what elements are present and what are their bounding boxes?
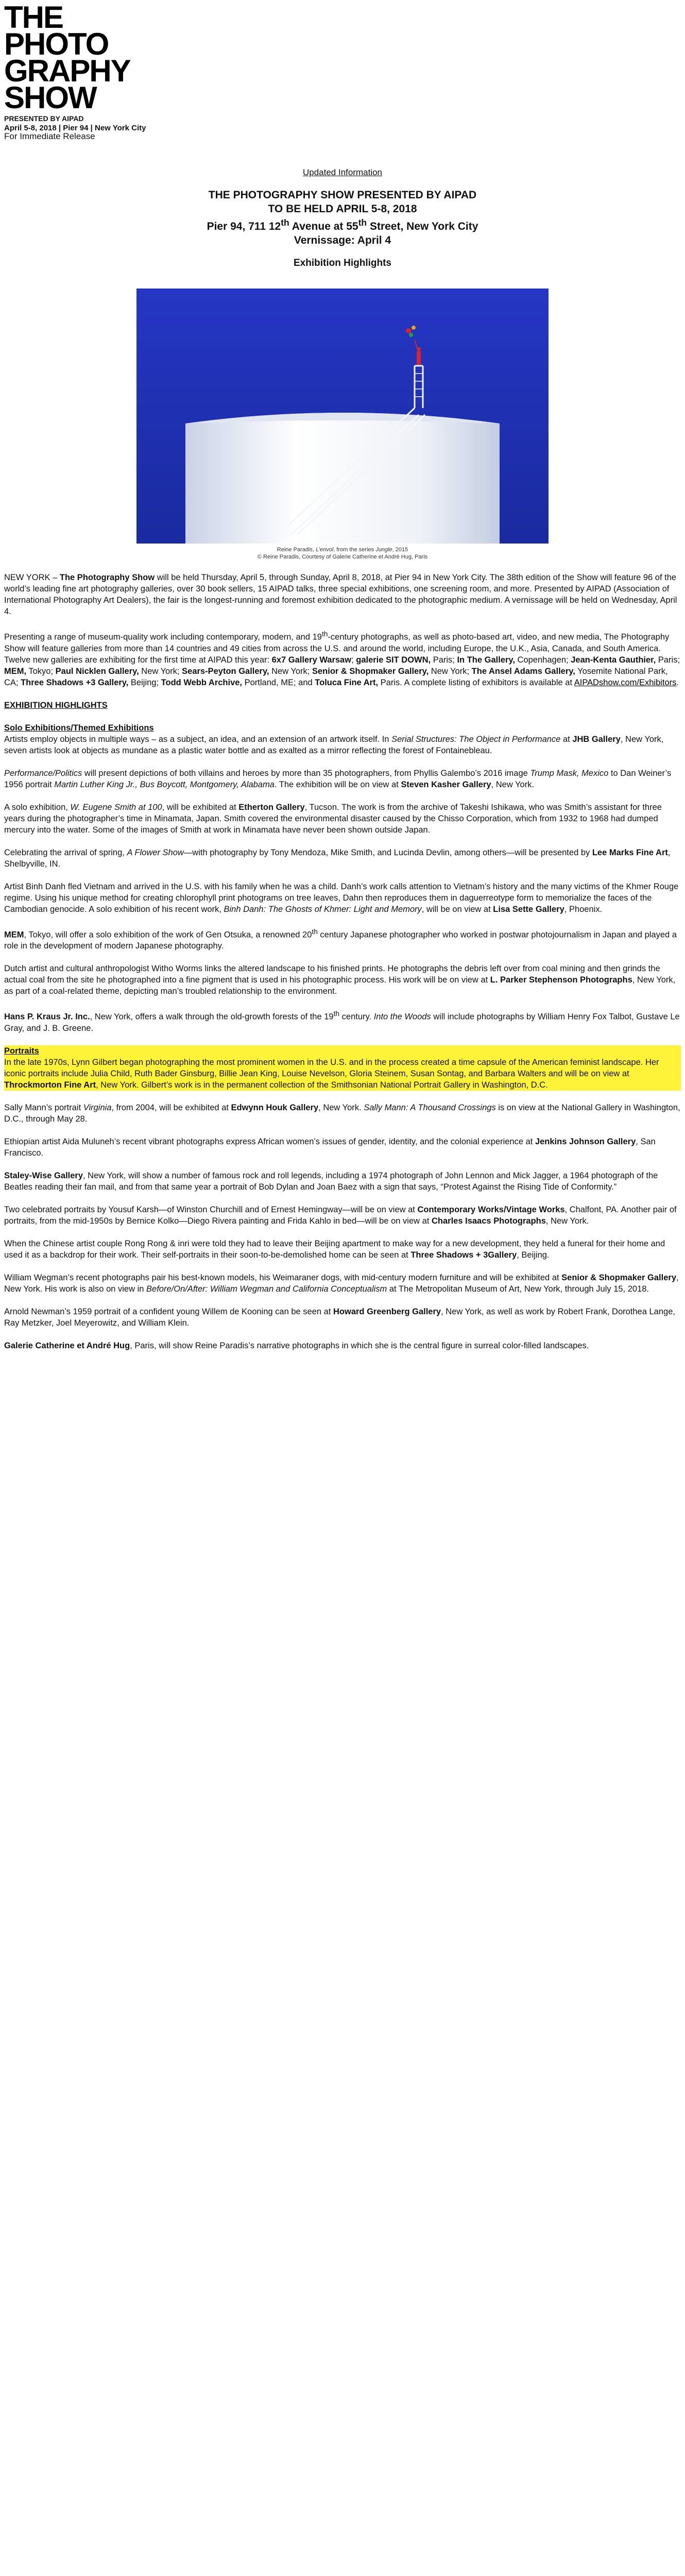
text-run: , from 2004, will be exhibited at (111, 1103, 231, 1112)
text-run: Jenkins Johnson Gallery (535, 1137, 636, 1146)
text-run: New York; (139, 666, 182, 676)
title-text: Avenue at 55 (289, 221, 358, 232)
text-run: Serial Structures: The Object in Performance (391, 734, 561, 744)
karsh-paragraph (4, 1204, 681, 1227)
text-run: -century photographs, as well as photo-based art, video, and new media, The Photography Show will feature galleries from more than 14 countries and 49 cities from across the U.S. and around the world, including Europe, the U.K., Asia, Canada, and South America. Twelve new galleries are exhibiting for the first time at AIPAD this year: (4, 632, 670, 665)
text-run: Paris; (656, 655, 680, 665)
text-run: Charles Isaacs Photographs (432, 1216, 546, 1226)
text-run: , will be on view at (421, 904, 493, 914)
rong-rong-paragraph (4, 1238, 681, 1261)
title-text: Pier 94, 711 12 (207, 221, 281, 232)
text-run: Throckmorton Fine Art (4, 1080, 96, 1090)
title-text: Street, New York City (367, 221, 478, 232)
hug-paragraph (4, 1340, 681, 1351)
title-line-2: TO BE HELD APRIL 5-8, 2018 (268, 203, 417, 215)
text-run: will be held Thursday, April 5, through Sunday, April 8, 2018, at Pier 94 in New York City. The 38th edition of the Show will feature 96 of the world’s leading fine art photography galleries, over 30 book sellers, 15 AIPAD talks, three special exhibitions, one screening room, and more. Presented by AIPAD (Association of International Photography Art Dealers), the fair is the longest-running and foremost exhibition dedicated to the photographic medium. A vernissage will be held on Wednesday, April 4. (4, 573, 677, 616)
logo-presented-by: PRESENTED BY AIPAD (4, 114, 84, 123)
text-run: Into the Woods (373, 1012, 431, 1022)
water-tank-photo (136, 289, 549, 544)
text-run: W. Eugene Smith at 100 (70, 802, 162, 812)
text-run: ; (351, 655, 356, 665)
text-run: , New York, as well as work by Robert Frank, Dorothea Lange, Ray Metzker, Joel Meyerowitz, and William Klein. (4, 1307, 675, 1328)
text-run: , New York, seven artists look at objects as mundane as a plastic water bottle and as exalted as a mirror reflecting the forest of Fontainebleau. (4, 734, 664, 755)
text-run: Todd Webb Archive, (161, 677, 243, 687)
text-run: Senior & Shopmaker Gallery, (312, 666, 429, 676)
caption-title: L’envol (316, 547, 334, 553)
text-run: —with photography by Tony Mendoza, Mike Smith, and Lucinda Devlin, among others—will be presented by (183, 848, 592, 857)
text-run: will present depictions of both villains and heroes by more than 35 photographers, from Phyllis Galembo’s 2016 image (82, 768, 530, 778)
text-run: Virginia (83, 1103, 112, 1112)
text-run: Binh Danh: The Ghosts of Khmer: Light and Memory (224, 904, 422, 914)
text-run: th (333, 1010, 340, 1018)
text-run: , Tokyo, will offer a solo exhibition of the work of Gen Otsuka, a renowned 20 (24, 930, 312, 939)
text-run: , New York. (545, 1216, 589, 1226)
text-run: Jean-Kenta Gauthier, (571, 655, 656, 665)
text-run: , will be exhibited at (162, 802, 239, 812)
updated-information: Updated Information (302, 167, 383, 177)
portraits-heading: Portraits (4, 1046, 39, 1056)
text-run: Staley-Wise Gallery (4, 1171, 83, 1180)
text-run: . The exhibition will be on view at (274, 779, 401, 789)
text-run: Yosemite National Park, CA; (4, 666, 668, 687)
text-run: Arnold Newman’s 1959 portrait of a confident young Willem de Kooning can be seen at (4, 1307, 333, 1316)
text-run: , New York. His work is also on view in (4, 1273, 679, 1294)
text-run: Contemporary Works/Vintage Works (417, 1205, 565, 1214)
text-run: Lee Marks Fine Art (592, 848, 668, 857)
text-run: galerie SIT DOWN, (356, 655, 431, 665)
text-run: Senior & Shopmaker Gallery (561, 1273, 677, 1282)
text-run: A Flower Show (127, 848, 184, 857)
text-run: The Ansel Adams Gallery, (471, 666, 575, 676)
text-run: MEM, (4, 666, 27, 676)
tank-body (185, 413, 500, 544)
text-run: Lisa Sette Gallery (493, 904, 564, 914)
text-run: , New York. (318, 1103, 364, 1112)
text-run: Trump Mask, Mexico (530, 768, 609, 778)
text-run: In the late 1970s, Lynn Gilbert began photographing the most prominent women in the U.S. and in the process created a time capsule of the American feminist landscape. Her iconic portraits include Julia Child, Ruth Bader Ginsburg, Billie Jean King, Louise Nevelson, Gloria Steinem, Susan Sontag, and Barbara Walters and will be on view at (4, 1057, 659, 1078)
photo-caption (0, 546, 685, 553)
text-run: NEW YORK – (4, 573, 60, 582)
text-run: , New York. Gilbert’s work is in the permanent collection of the Smithsonian National Portrait Gallery in Washington, D.C. (96, 1080, 548, 1090)
text-run: Hans P. Kraus Jr. Inc. (4, 1012, 90, 1022)
text-run: New York; (269, 666, 312, 676)
text-run: Etherton Gallery (238, 802, 305, 812)
staley-wise-paragraph (4, 1170, 681, 1193)
text-run: Steven Kasher Gallery (401, 779, 491, 789)
text-run: Sally Mann’s portrait (4, 1103, 83, 1112)
text-run: , Tucson. The work is from the archive of Takeshi Ishikawa, who was Smith’s assistant for three years during the photographer’s time in Minamata, Japan. Smith covered the environmental disaster caused by the Chisso Corporation, which from 1932 to 1968 had dumped mercury into the water. Some of the images of Smith at work in Minamata have never been shown outside Japan. (4, 802, 662, 835)
text-run: Toluca Fine Art, (315, 677, 379, 687)
text-run: Galerie Catherine et André Hug (4, 1341, 130, 1350)
text-run: Martin Luther King Jr., Bus Boycott, Montgomery, Alabama (54, 779, 275, 789)
logo-dateline: April 5-8, 2018 | Pier 94 | New York City (4, 124, 146, 132)
hans-kraus-paragraph (4, 1008, 681, 1034)
text-run: Before/On/After: William Wegman and California Conceptualism (146, 1284, 387, 1294)
text-run: will include photographs by William Henry Fox Talbot, Gustave Le Gray, and J. B. Greene. (4, 1012, 680, 1033)
text-run: New York; (429, 666, 472, 676)
title-line-1: THE PHOTOGRAPHY SHOW PRESENTED BY AIPAD (208, 189, 477, 201)
text-run: Sally Mann: A Thousand Crossings (364, 1103, 496, 1112)
show-logo (4, 0, 174, 132)
portraits-highlighted-block (4, 1045, 681, 1091)
text-run: L. Parker Stephenson Photographs (490, 975, 632, 985)
text-run: William Wegman’s recent photographs pair his best-known models, his Weimaraner dogs, with mid-century modern furniture and will be exhibited at (4, 1273, 562, 1282)
logo-line: GRAPHY (4, 54, 130, 88)
performance-politics-paragraph (4, 768, 681, 790)
text-run: , New York. (491, 779, 535, 789)
text-run: , New York, as part of a coal-related theme, depicting man’s troubled relationship to the environment. (4, 975, 676, 996)
text-run: Ethiopian artist Aida Muluneh’s recent vibrant photographs express African women’s issues of gender, identity, and the colonial experience at (4, 1137, 535, 1146)
text-run: to Dan Weiner’s 1956 portrait (4, 768, 672, 789)
logo-line: PHOTO (4, 27, 109, 61)
text-run: , New York, will show a number of famous rock and roll legends, including a 1974 photograph of John Lennon and Mick Jagger, a 1964 photograph of the Beatles reading their fan mail, and from that same year a portrait of Bob Dylan and Joan Baez with a sign that says, “Protest Against the Rising Tide of Conformity.” (4, 1171, 658, 1192)
text-run: When the Chinese artist couple Rong Rong & inri were told they had to leave their Beijing apartment to make way for a new development, they held a funeral for their home and used it as a backdrop for their work. Their self-portraits in their soon-to-be-demolished home can be seen at (4, 1239, 665, 1260)
text-run: Copenhagen; (515, 655, 571, 665)
sally-mann-paragraph (4, 1102, 681, 1125)
text-run: . (676, 677, 679, 687)
logo-line: SHOW (4, 80, 96, 115)
text-run: Beijing; (128, 677, 161, 687)
text-run: Howard Greenberg Gallery (333, 1307, 441, 1316)
text-run: Edwynn Houk Gallery (231, 1103, 319, 1112)
text-run: JHB Gallery (572, 734, 621, 744)
press-title (0, 188, 685, 247)
text-run: Portland, ME; and (242, 677, 315, 687)
text-run: Paul Nicklen Gallery, (55, 666, 139, 676)
caption-text: , 2015 (392, 547, 408, 553)
text-run: is on view at the National Gallery in Washington, D.C., through May 28. (4, 1103, 680, 1124)
text-run: Artists employ objects in multiple ways – as a subject, an idea, and an extension of an artwork itself. In (4, 734, 392, 744)
title-line-4: Vernissage: April 4 (294, 234, 391, 246)
title-sup: th (281, 217, 289, 228)
aida-muluneh-paragraph (4, 1136, 681, 1159)
solo-exhibitions-heading: Solo Exhibitions/Themed Exhibitions (4, 723, 154, 733)
witho-worms-paragraph (4, 963, 681, 997)
text-run: Performance/Politics (4, 768, 82, 778)
title-line-3 (0, 216, 685, 233)
newman-paragraph (4, 1306, 681, 1329)
text-run: Artist Binh Danh fled Vietnam and arrived in the U.S. with his family when he was a child. Danh’s work calls attention to Vietnam’s history and the many victims of the Khmer Rouge regime. Using his unique method for creating chlorophyll print photograms on tree leaves, Dahn then reproduces them in daguerreotype form to memorialize the faces of the Cambodian genocide. A solo exhibition of his recent work, (4, 882, 679, 914)
text-run: MEM (4, 930, 24, 939)
text-run: Two celebrated portraits by Yousuf Karsh—of Winston Churchill and of Ernest Hemingway—will be on view at (4, 1205, 418, 1214)
featured-photograph (136, 289, 549, 544)
exhibition-highlights-heading: EXHIBITION HIGHLIGHTS (4, 700, 108, 710)
text-run: , San Francisco. (4, 1137, 656, 1158)
text-run: century Japanese photographer who worked in postwar photojournalism in Japan and played a role in the development of modern Japanese photography. (4, 930, 677, 951)
exhibition-highlights-title: Exhibition Highlights (294, 258, 391, 268)
text-run: Paris. A complete listing of exhibitors is available at (378, 677, 574, 687)
text-run: , Phoenix. (564, 904, 603, 914)
text-run: , Chalfont, PA. Another pair of portraits, from the mid-1950s by Bernice Kolko—Diego Rivera painting and Frida Kahlo in bed—will be on view at (4, 1205, 677, 1226)
photo-credit: © Reine Paradis, Courtesy of Galerie Catherine et André Hug, Paris (257, 554, 428, 560)
text-run: Three Shadows + 3Gallery (410, 1250, 517, 1260)
mem-paragraph (4, 926, 681, 952)
text-run: Three Shadows +3 Gallery, (21, 677, 129, 687)
intro-paragraph (4, 572, 681, 617)
text-run: Dutch artist and cultural anthropologist Witho Worms links the altered landscape to his finished prints. He photographs the debris left over from coal mining and then grinds the actual coal from the site he photographed into a fine pigment that is used in his photographic process. His work will be on view at (4, 964, 660, 985)
text-run: Sears-Peyton Gallery, (182, 666, 269, 676)
serial-structures-paragraph (4, 734, 681, 756)
text-run: , Shelbyville, IN. (4, 848, 671, 869)
galleries-paragraph (4, 629, 681, 688)
flower-show-paragraph (4, 847, 681, 870)
exhibitors-link[interactable]: AIPADshow.com/Exhibitors (574, 677, 677, 687)
release-body (4, 572, 681, 1363)
caption-series: Jungle (375, 547, 392, 553)
title-sup: th (358, 217, 367, 228)
caption-text: Reine Paradis, (277, 547, 316, 553)
text-run: at The Metropolitan Museum of Art, New York, through July 15, 2018. (387, 1284, 649, 1294)
text-run: Paris; (431, 655, 457, 665)
release-note: For Immediate Release (4, 131, 95, 141)
caption-text: , from the series (333, 547, 376, 553)
text-run: at (560, 734, 573, 744)
wegman-paragraph (4, 1272, 681, 1295)
text-run: Tokyo; (26, 666, 56, 676)
text-run: century. (339, 1012, 374, 1022)
text-run: th (312, 927, 318, 936)
text-run: th (321, 630, 328, 638)
text-run: 6x7 Gallery Warsaw (271, 655, 352, 665)
text-run: Celebrating the arrival of spring, (4, 848, 127, 857)
text-run: A solo exhibition, (4, 802, 71, 812)
text-run: , New York, offers a walk through the old-growth forests of the 19 (90, 1012, 334, 1022)
text-run: The Photography Show (59, 573, 155, 582)
text-run: Presenting a range of museum-quality work including contemporary, modern, and 19 (4, 632, 322, 642)
binh-danh-paragraph (4, 881, 681, 915)
text-run: In The Gallery, (457, 655, 515, 665)
eugene-smith-paragraph (4, 802, 681, 836)
text-run: , Beijing. (517, 1250, 550, 1260)
logo-line: THE (4, 0, 63, 35)
text-run: , Paris, will show Reine Paradis’s narrative photographs in which she is the central figure in surreal color-filled landscapes. (130, 1341, 589, 1350)
